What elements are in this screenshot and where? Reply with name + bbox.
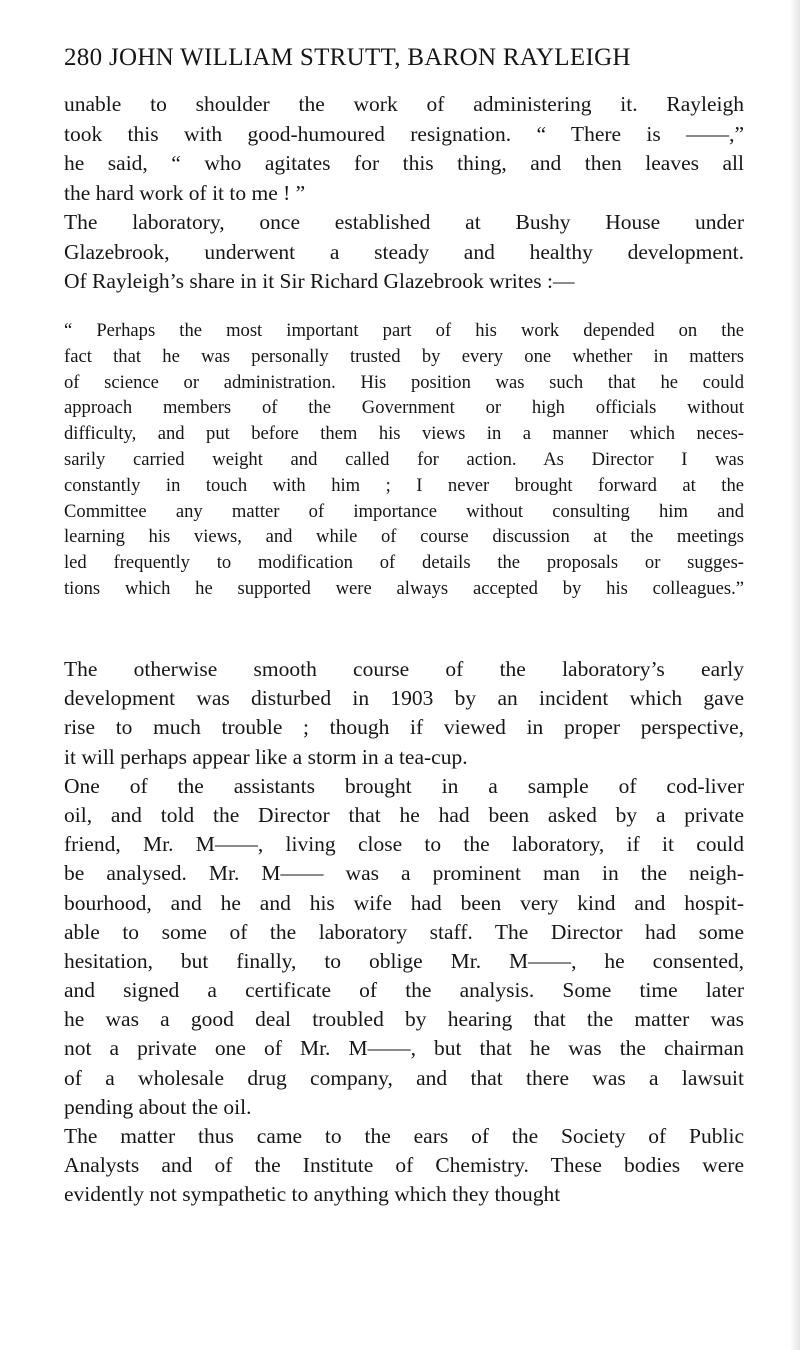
quote-line: Committee any matter of importance without consulting him and [64, 500, 744, 522]
page-edge-shadow [790, 0, 800, 1350]
quote-line: learning his views, and while of course discussion at the meetings [64, 526, 744, 548]
text-line: One of the assistants brought in a sample of cod-liver [64, 773, 744, 798]
text-line: he said, “ who agitates for this thing, and then leaves all [64, 151, 744, 175]
text-line: development was disturbed in 1903 by an incident which gave [64, 686, 744, 711]
quote-line: difficulty, and put before them his views in a manner which neces- [64, 423, 744, 445]
text-line: be analysed. Mr. M—— was a prominent man in the neigh- [64, 861, 744, 886]
opening-paragraphs [64, 90, 744, 297]
quote-line: sarily carried weight and called for action. As Director I was [64, 448, 744, 470]
glazebrook-quotation [64, 318, 744, 602]
text-line: of a wholesale drug company, and that there was a lawsuit [64, 1065, 744, 1090]
quote-line: led frequently to modification of details the proposals or sugges- [64, 552, 744, 574]
text-line: The matter thus came to the ears of the Society of Public [64, 1124, 744, 1148]
text-line: and signed a certificate of the analysis. Some time later [64, 978, 744, 1003]
text-line: he was a good deal troubled by hearing that the matter was [64, 1007, 744, 1032]
text-line: The otherwise smooth course of the laboratory’s early [64, 657, 744, 681]
quote-line: constantly in touch with him ; I never brought forward at the [64, 474, 744, 496]
quote-line: fact that he was personally trusted by every one whether in matters [64, 345, 744, 367]
text-line: unable to shoulder the work of administering it. Rayleigh [64, 92, 744, 116]
running-header: 280 JOHN WILLIAM STRUTT, BARON RAYLEIGH [64, 44, 631, 71]
text-line: The laboratory, once established at Bushy House under [64, 210, 744, 234]
text-line: Analysts and of the Institute of Chemistry. These bodies were [64, 1153, 744, 1178]
quote-line: approach members of the Government or high officials without [64, 397, 744, 419]
text-line: it will perhaps appear like a storm in a tea-cup. [64, 744, 468, 769]
text-line: oil, and told the Director that he had been asked by a private [64, 802, 744, 827]
text-line: hesitation, but finally, to oblige Mr. M——, he consented, [64, 948, 744, 973]
text-line: friend, Mr. M——, living close to the laboratory, if it could [64, 832, 744, 857]
text-line: Of Rayleigh’s share in it Sir Richard Glazebrook writes :— [64, 269, 575, 293]
text-line: the hard work of it to me ! ” [64, 180, 306, 205]
text-line: evidently not sympathetic to anything which they thought [64, 1182, 561, 1207]
text-line: not a private one of Mr. M——, but that he was the chairman [64, 1036, 744, 1061]
text-line: took this with good-humoured resignation. “ There is ——,” [64, 121, 744, 146]
quote-line: tions which he supported were always accepted by his colleagues.” [64, 577, 744, 599]
incident-paragraphs [64, 655, 744, 1210]
text-line: pending about the oil. [64, 1094, 252, 1119]
text-line: able to some of the laboratory staff. The Director had some [64, 919, 744, 944]
quote-line: “ Perhaps the most important part of his work depended on the [64, 320, 744, 341]
text-line: bourhood, and he and his wife had been very kind and hospit- [64, 890, 744, 915]
text-line: rise to much trouble ; though if viewed in proper perspective, [64, 715, 744, 740]
text-line: Glazebrook, underwent a steady and healthy development. [64, 239, 744, 264]
quote-line: of science or administration. His position was such that he could [64, 371, 744, 393]
